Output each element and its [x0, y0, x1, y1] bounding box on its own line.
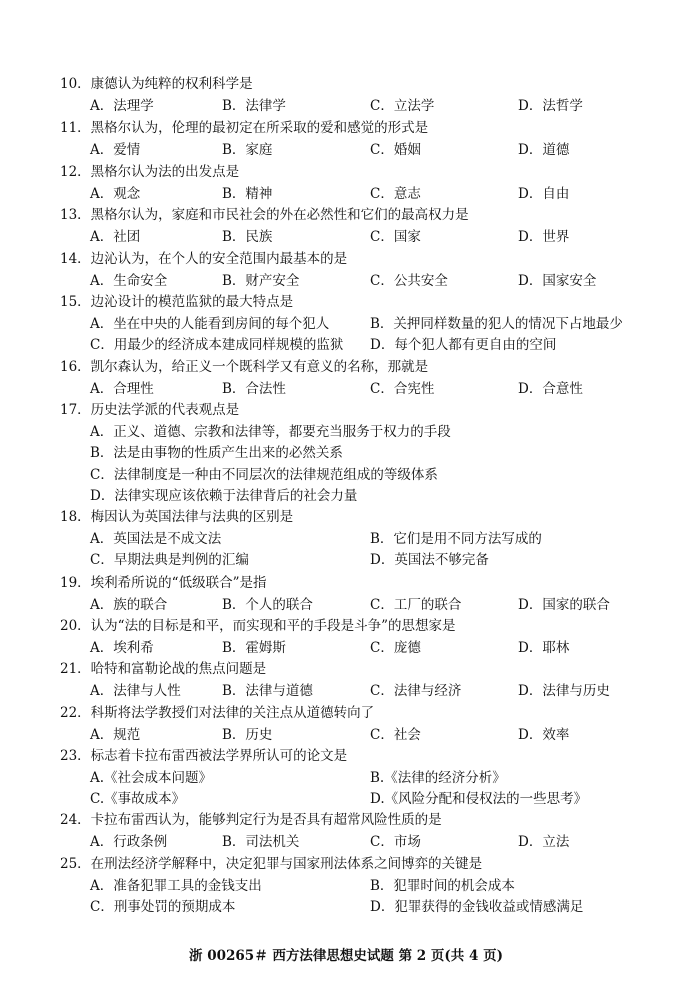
answer-option: D．立法: [518, 833, 570, 850]
question-stem: 16．凯尔森认为，给正义一个既科学又有意义的名称，那就是: [60, 359, 429, 375]
question-stem: 25．在刑法经济学解释中，决定犯罪与国家刑法体系之间博弈的关键是: [60, 856, 483, 872]
answer-option: D．国家的联合: [518, 596, 610, 613]
answer-option: D．英国法不够完备: [370, 552, 489, 568]
answer-option: A．爱情: [90, 141, 141, 158]
question-stem: 18．梅因认为英国法律与法典的区别是: [60, 509, 294, 525]
answer-option: C．社会: [370, 726, 421, 743]
question-stem: 21．哈特和富勒论战的焦点问题是: [60, 661, 267, 677]
question-stem: 14．边沁认为，在个人的安全范围内最基本的是: [60, 251, 348, 267]
answer-option: C．公共安全: [370, 272, 448, 289]
answer-option: A．社团: [90, 228, 141, 245]
answer-option: C.《事故成本》: [90, 791, 186, 807]
answer-option: B．它们是用不同方法写成的: [370, 530, 542, 547]
answer-option: B．霍姆斯: [222, 639, 286, 656]
answer-option: D．合意性: [518, 380, 583, 397]
answer-option: A．观念: [90, 185, 141, 202]
answer-option: D．每个犯人都有更自由的空间: [370, 337, 557, 353]
answer-option: D.《风险分配和侵权法的一些思考》: [370, 791, 588, 807]
answer-option: A．准备犯罪工具的金钱支出: [90, 877, 262, 894]
answer-option: C．意志: [370, 185, 421, 202]
answer-option: B．精神: [222, 185, 273, 202]
answer-option: A．法律与人性: [90, 682, 181, 699]
answer-option: B．民族: [222, 228, 273, 245]
answer-option: C．立法学: [370, 97, 435, 114]
question-stem: 22．科斯将法学教授们对法律的关注点从道德转向了: [60, 705, 375, 721]
question-stem: 10．康德认为纯粹的权利科学是: [60, 76, 253, 92]
answer-option: A．族的联合: [90, 596, 168, 613]
answer-option: A.《社会成本问题》: [90, 769, 213, 786]
answer-option: A．规范: [90, 726, 141, 743]
question-stem: 12．黑格尔认为法的出发点是: [60, 164, 240, 180]
answer-option: D．自由: [518, 185, 570, 202]
answer-option: B．法律与道德: [222, 682, 313, 699]
answer-option: C．婚姻: [370, 141, 421, 158]
answer-option: C．法律与经济: [370, 682, 462, 699]
answer-option: C．法律制度是一种由不同层次的法律规范组成的等级体系: [90, 466, 438, 483]
question-stem: 24．卡拉布雷西认为，能够判定行为是否具有超常风险性质的是: [60, 812, 442, 828]
answer-option: D．效率: [518, 726, 570, 743]
answer-option: D．道德: [518, 141, 570, 158]
answer-option: A．英国法是不成文法: [90, 530, 222, 547]
answer-option: A．行政条例: [90, 833, 168, 850]
question-stem: 23．标志着卡拉布雷西被法学界所认可的论文是: [60, 748, 348, 764]
answer-option: B.《法律的经济分析》: [370, 769, 506, 786]
answer-option: D．耶林: [518, 639, 570, 656]
answer-option: D．法律与历史: [518, 682, 610, 699]
answer-option: D．法哲学: [518, 97, 583, 114]
answer-option: C．庞德: [370, 639, 421, 656]
answer-option: A．生命安全: [90, 272, 168, 289]
answer-option: B．法是由事物的性质产生出来的必然关系: [90, 445, 343, 461]
answer-option: A．正义、道德、宗教和法律等，都要充当服务于权力的手段: [90, 423, 451, 440]
answer-option: A．合理性: [90, 380, 154, 397]
answer-option: D．世界: [518, 228, 570, 245]
answer-option: B．财产安全: [222, 272, 300, 289]
answer-option: C．国家: [370, 228, 421, 245]
question-stem: 15．边沁设计的模范监狱的最大特点是: [60, 294, 294, 310]
answer-option: D．国家安全: [518, 272, 597, 289]
answer-option: B．合法性: [222, 380, 286, 397]
page-footer: 浙 00265＃ 西方法律思想史试题 第 2 页(共 4 页): [189, 948, 503, 964]
question-stem: 11．黑格尔认为，伦理的最初定在所采取的爱和感觉的形式是: [60, 120, 429, 136]
question-stem: 13．黑格尔认为，家庭和市民社会的外在必然性和它们的最高权力是: [60, 207, 469, 223]
answer-option: B．关押同样数量的犯人的情况下占地最少: [370, 315, 623, 332]
question-stem: 19．埃利希所说的“低级联合”是指: [60, 575, 267, 591]
answer-option: D．法律实现应该依赖于法律背后的社会力量: [90, 488, 358, 504]
answer-option: B．法律学: [222, 97, 286, 114]
answer-option: B．个人的联合: [222, 596, 313, 613]
question-stem: 17．历史法学派的代表观点是: [60, 402, 240, 418]
answer-option: C．早期法典是判例的汇编: [90, 552, 249, 568]
answer-option: A．埃利希: [90, 639, 154, 656]
answer-option: C．用最少的经济成本建成同样规模的监狱: [90, 337, 344, 353]
question-stem: 20．认为“法的目标是和平，而实现和平的手段是斗争”的思想家是: [60, 618, 456, 634]
answer-option: B．司法机关: [222, 833, 300, 850]
answer-option: B．家庭: [222, 141, 273, 158]
answer-option: B．犯罪时间的机会成本: [370, 877, 515, 894]
answer-option: B．历史: [222, 726, 273, 743]
answer-option: C．刑事处罚的预期成本: [90, 899, 236, 915]
answer-option: C．工厂的联合: [370, 596, 462, 613]
answer-option: C．市场: [370, 833, 421, 850]
answer-option: A．法理学: [90, 97, 154, 114]
answer-option: C．合宪性: [370, 380, 435, 397]
answer-option: D．犯罪获得的金钱收益或情感满足: [370, 899, 584, 915]
answer-option: A．坐在中央的人能看到房间的每个犯人: [90, 315, 330, 332]
